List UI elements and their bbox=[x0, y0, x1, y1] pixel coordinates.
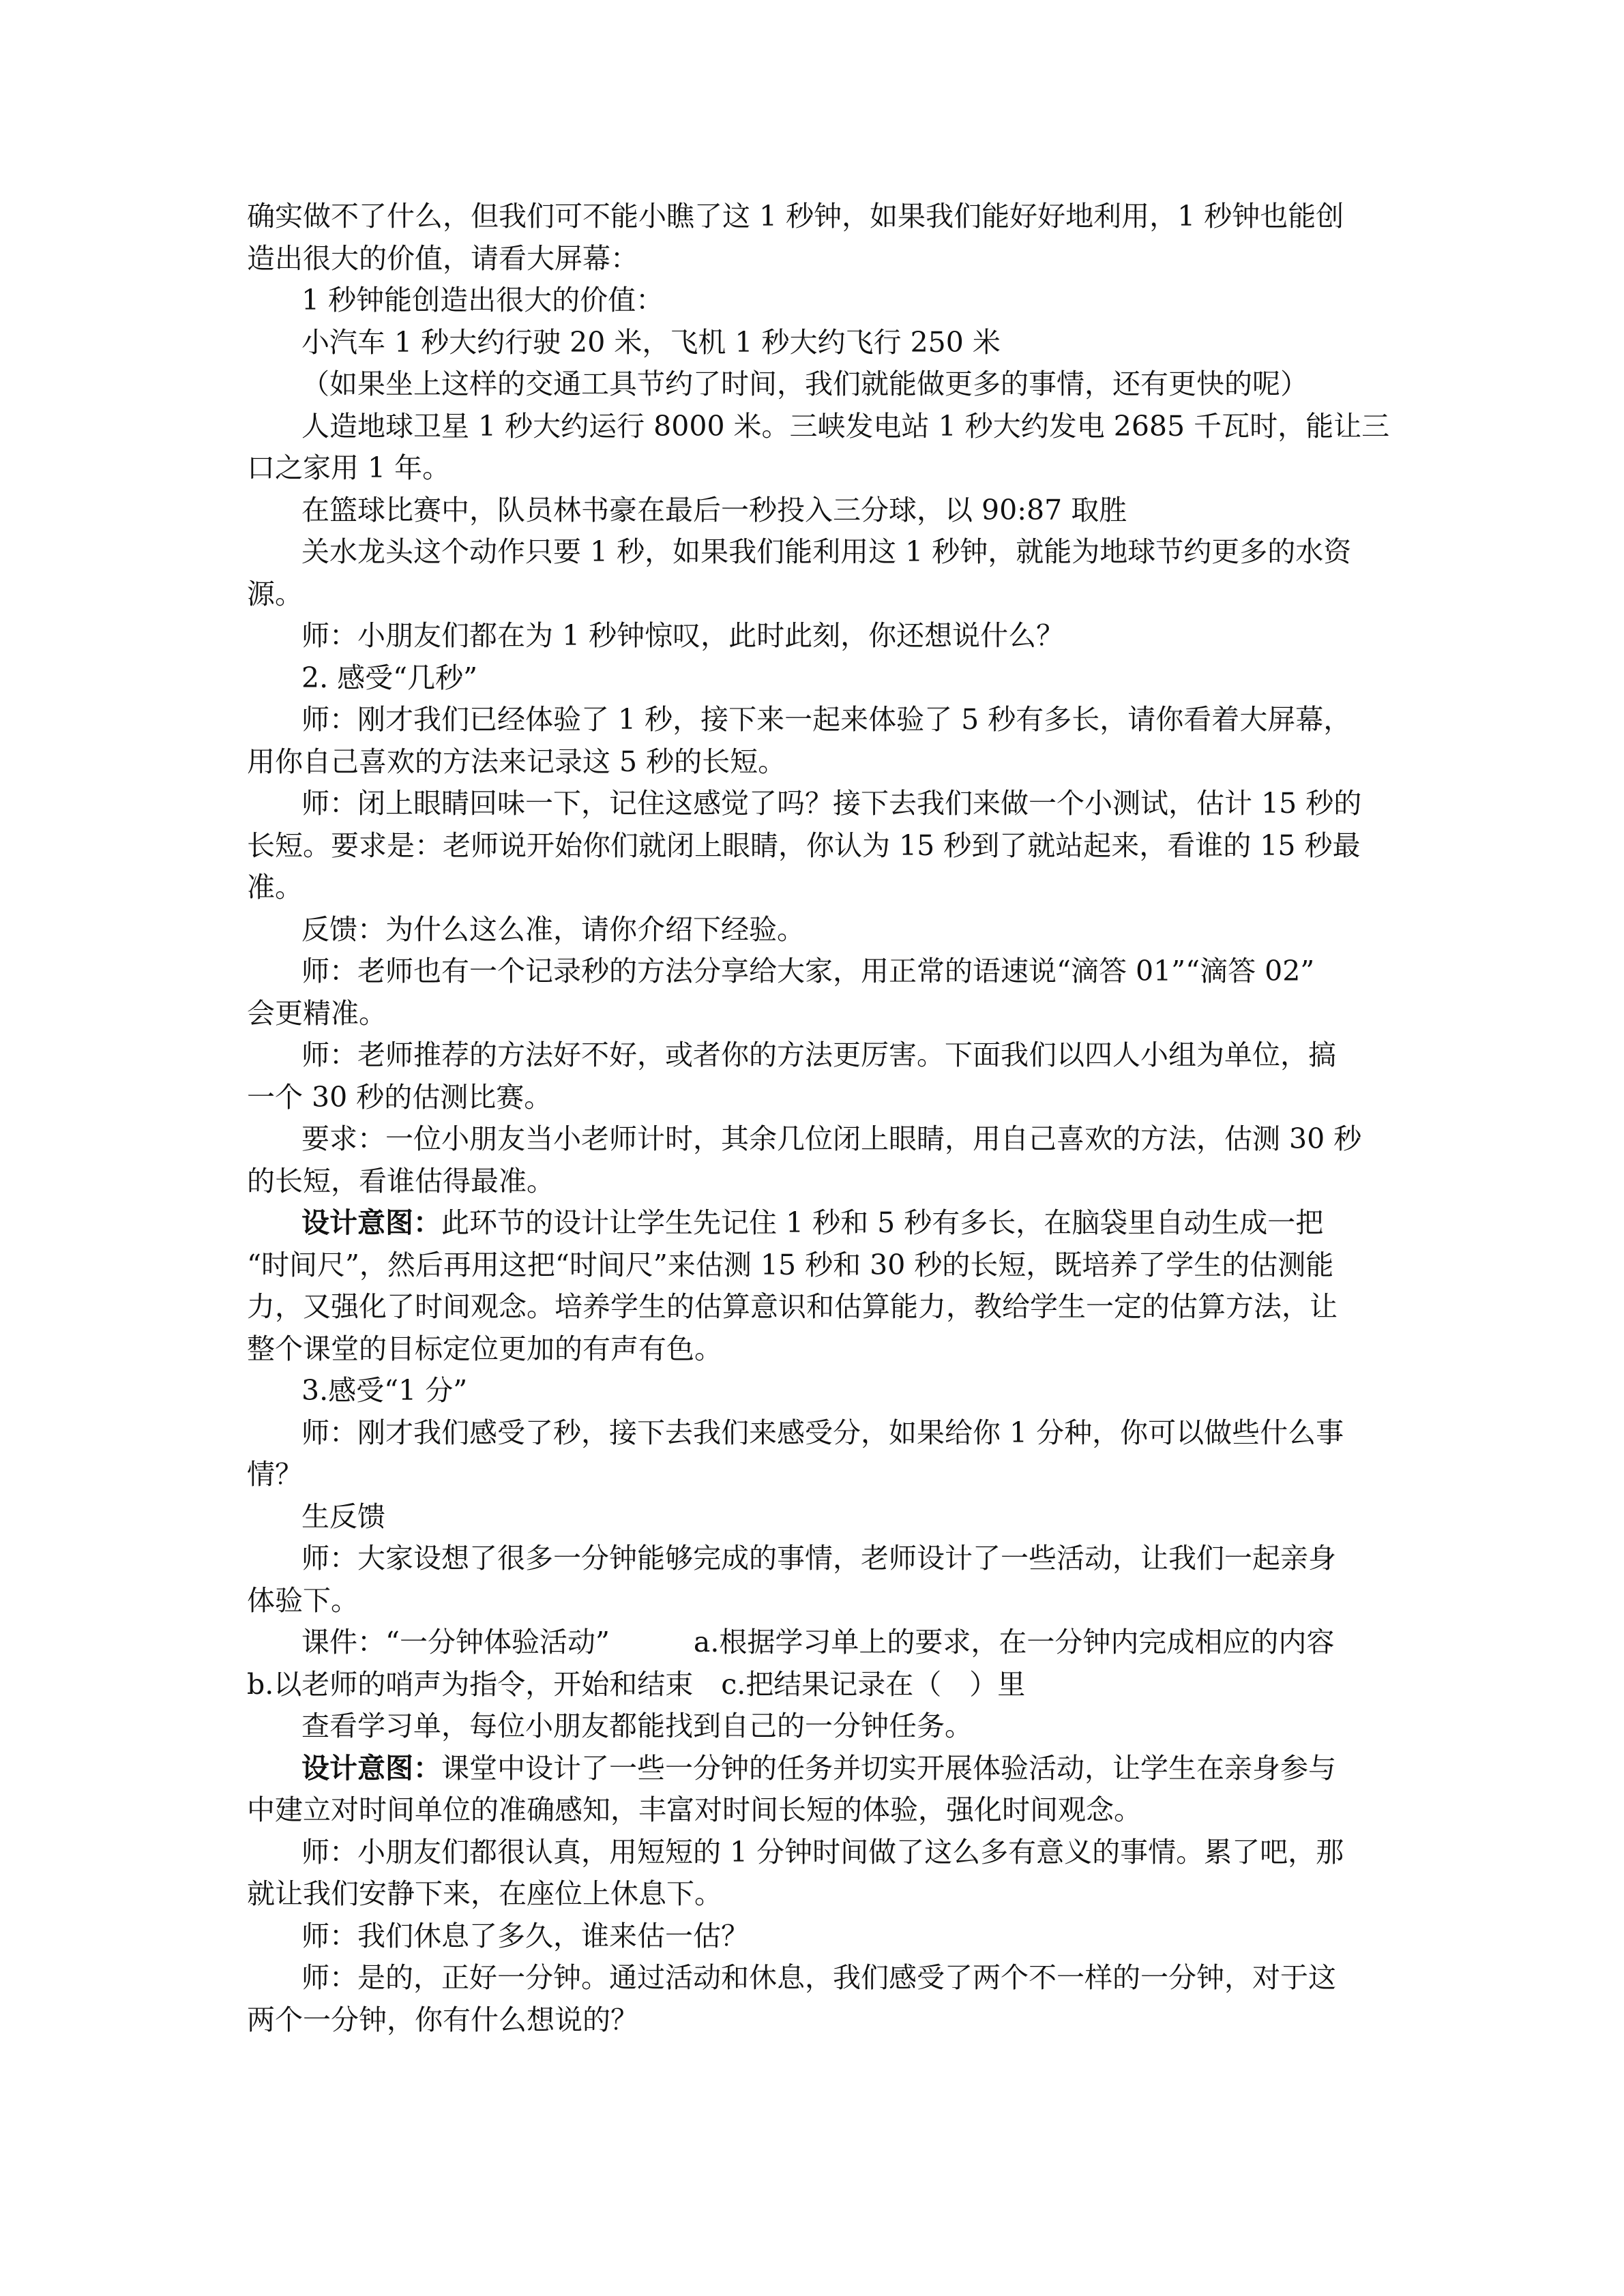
line-text: 2. 感受“几秒” bbox=[301, 661, 478, 694]
text-line bbox=[247, 1496, 1379, 1538]
line-text: 师：老师推荐的方法好不好，或者你的方法更厉害。下面我们以四人小组为单位，搞 bbox=[301, 1039, 1336, 1071]
text-line bbox=[247, 657, 1379, 700]
line-text: 课堂中设计了一些一分钟的任务并切实开展体验活动，让学生在亲身参与 bbox=[441, 1751, 1336, 1785]
line-text: 反馈：为什么这么准，请你介绍下经验。 bbox=[301, 912, 805, 946]
line-text: 关水龙头这个动作只要 1 秒，如果我们能利用这 1 秒钟，就能为地球节约更多的水资 bbox=[301, 535, 1352, 568]
text-line bbox=[247, 1664, 1379, 1706]
text-line bbox=[247, 1286, 1379, 1328]
line-text: 会更精准。 bbox=[247, 996, 387, 1030]
text-line bbox=[247, 1034, 1379, 1077]
text-line bbox=[247, 490, 1379, 532]
text-line bbox=[247, 699, 1379, 741]
text-line bbox=[247, 783, 1379, 825]
text-line bbox=[247, 280, 1379, 322]
line-text: 情？ bbox=[247, 1458, 303, 1491]
text-line bbox=[247, 951, 1379, 993]
text-line bbox=[247, 909, 1379, 951]
line-text: 查看学习单，每位小朋友都能找到自己的一分钟任务。 bbox=[301, 1710, 973, 1742]
text-line bbox=[247, 1412, 1379, 1455]
text-line bbox=[247, 993, 1379, 1035]
text-line bbox=[247, 322, 1379, 364]
line-text: 师：老师也有一个记录秒的方法分享给大家，用正常的语速说“滴答 01”“滴答 02” bbox=[301, 955, 1315, 987]
line-text: 课件：“一分钟体验活动” a.根据学习单上的要求，在一分钟内完成相应的内容 bbox=[301, 1626, 1335, 1658]
text-line bbox=[247, 867, 1379, 909]
line-text: 师：是的，正好一分钟。通过活动和休息，我们感受了两个不一样的一分钟，对于这 bbox=[301, 1961, 1336, 1994]
line-text: “时间尺”，然后再用这把“时间尺”来估测 15 秒和 30 秒的长短，既培养了学生的估测能 bbox=[247, 1248, 1334, 1281]
line-text: 人造地球卫星 1 秒大约运行 8000 米。三峡发电站 1 秒大约发电 2685 千瓦时，能让三 bbox=[301, 409, 1390, 443]
text-line bbox=[247, 1789, 1379, 1832]
line-text: 造出很大的价值，请看大屏幕： bbox=[247, 241, 638, 275]
text-line bbox=[247, 1118, 1379, 1161]
line-text: 一个 30 秒的估测比赛。 bbox=[247, 1080, 552, 1114]
document-body bbox=[247, 196, 1390, 2041]
text-line bbox=[247, 741, 1379, 784]
line-text: 小汽车 1 秒大约行驶 20 米，飞机 1 秒大约飞行 250 米 bbox=[301, 325, 1001, 359]
line-text: 师：小朋友们都在为 1 秒钟惊叹，此时此刻，你还想说什么？ bbox=[301, 619, 1065, 652]
design-intent-label: 设计意图： bbox=[301, 1751, 441, 1785]
line-text: 此环节的设计让学生先记住 1 秒和 5 秒有多长，在脑袋里自动生成一把 bbox=[441, 1206, 1324, 1239]
line-text: 师：我们休息了多久，谁来估一估？ bbox=[301, 1919, 749, 1952]
text-line bbox=[247, 1748, 1379, 1790]
line-text: 生反馈 bbox=[301, 1500, 385, 1533]
line-text: 源。 bbox=[247, 577, 303, 610]
line-text: 口之家用 1 年。 bbox=[247, 451, 451, 484]
text-line bbox=[247, 1328, 1379, 1371]
text-line bbox=[247, 447, 1379, 490]
line-text: 在篮球比赛中，队员林书豪在最后一秒投入三分球，以 90:87 取胜 bbox=[301, 493, 1127, 526]
text-line bbox=[247, 1454, 1379, 1496]
line-text: 师：大家设想了很多一分钟能够完成的事情，老师设计了一些活动，让我们一起亲身 bbox=[301, 1542, 1336, 1575]
text-line bbox=[247, 1832, 1379, 1874]
text-line bbox=[247, 238, 1379, 280]
text-line bbox=[247, 1244, 1379, 1287]
line-text: 长短。要求是：老师说开始你们就闭上眼睛，你认为 15 秒到了就站起来，看谁的 15 秒最 bbox=[247, 829, 1361, 862]
line-text: 中建立对时间单位的准确感知，丰富对时间长短的体验，强化时间观念。 bbox=[247, 1793, 1142, 1826]
line-text: 师：刚才我们已经体验了 1 秒，接下来一起来体验了 5 秒有多长，请你看着大屏幕， bbox=[301, 703, 1352, 736]
line-text: 1 秒钟能创造出很大的价值： bbox=[301, 284, 664, 316]
line-text: 准。 bbox=[247, 871, 303, 904]
line-text: 体验下。 bbox=[247, 1583, 359, 1617]
text-line bbox=[247, 825, 1379, 867]
text-line bbox=[247, 1580, 1379, 1622]
line-text: 整个课堂的目标定位更加的有声有色。 bbox=[247, 1332, 722, 1365]
line-text: b.以老师的哨声为指令，开始和结束 c.把结果记录在（ ）里 bbox=[247, 1667, 1026, 1701]
text-line bbox=[247, 1915, 1379, 1958]
line-text: 师：小朋友们都很认真，用短短的 1 分钟时间做了这么多有意义的事情。累了吧，那 bbox=[301, 1835, 1344, 1868]
line-text: 确实做不了什么，但我们可不能小瞧了这 1 秒钟，如果我们能好好地利用，1 秒钟也能创 bbox=[247, 200, 1344, 233]
line-text: 力，又强化了时间观念。培养学生的估算意识和估算能力，教给学生一定的估算方法，让 bbox=[247, 1290, 1338, 1323]
text-line bbox=[247, 1873, 1379, 1915]
text-line bbox=[247, 1370, 1379, 1412]
line-text: 师：闭上眼睛回味一下，记住这感觉了吗？接下去我们来做一个小测试，估计 15 秒的 bbox=[301, 787, 1362, 820]
text-line bbox=[247, 363, 1379, 406]
text-line bbox=[247, 1999, 1379, 2042]
line-text: 的长短，看谁估得最准。 bbox=[247, 1164, 555, 1197]
design-intent-label: 设计意图： bbox=[301, 1206, 441, 1239]
text-line bbox=[247, 615, 1379, 657]
text-line bbox=[247, 573, 1379, 616]
text-line bbox=[247, 531, 1379, 573]
text-line bbox=[247, 1538, 1379, 1580]
text-line bbox=[247, 406, 1390, 448]
line-text: 用你自己喜欢的方法来记录这 5 秒的长短。 bbox=[247, 745, 786, 778]
text-line bbox=[247, 196, 1379, 238]
line-text: 师：刚才我们感受了秒，接下去我们来感受分，如果给你 1 分种，你可以做些什么事 bbox=[301, 1416, 1344, 1449]
line-text: 要求：一位小朋友当小老师计时，其余几位闭上眼睛，用自己喜欢的方法，估测 30 秒 bbox=[301, 1122, 1362, 1155]
text-line bbox=[247, 1622, 1379, 1664]
text-line bbox=[247, 1077, 1379, 1119]
text-line bbox=[247, 1161, 1379, 1203]
line-text: 就让我们安静下来，在座位上休息下。 bbox=[247, 1877, 722, 1910]
line-text: 两个一分钟，你有什么想说的？ bbox=[247, 2003, 638, 2036]
line-text: 3.感受“1 分” bbox=[301, 1374, 468, 1407]
line-text: （如果坐上这样的交通工具节约了时间，我们就能做更多的事情，还有更快的呢） bbox=[301, 368, 1308, 400]
text-line bbox=[247, 1957, 1379, 1999]
text-line bbox=[247, 1202, 1379, 1244]
text-line bbox=[247, 1705, 1379, 1748]
